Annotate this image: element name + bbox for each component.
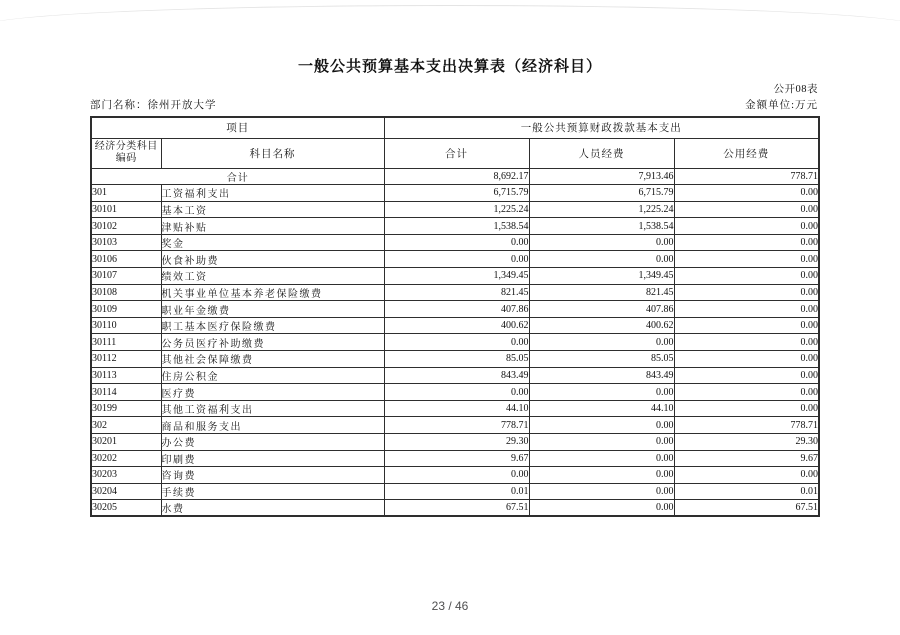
public-cell: 778.71 (674, 417, 819, 434)
header-budget-group: 一般公共预算财政拨款基本支出 (384, 117, 819, 138)
total-cell: 1,225.24 (384, 201, 529, 218)
name-cell: 绩效工资 (161, 268, 384, 285)
table-row (91, 434, 819, 451)
public-cell: 0.00 (674, 185, 819, 202)
total-cell: 67.51 (384, 500, 529, 517)
code-cell: 30113 (91, 367, 161, 384)
total-cell: 0.00 (384, 467, 529, 484)
name-cell: 其他工资福利支出 (161, 400, 384, 417)
table-row (91, 201, 819, 218)
table-row (91, 450, 819, 467)
total-cell: 0.00 (384, 234, 529, 251)
personnel-cell: 0.00 (529, 384, 674, 401)
table-row (91, 185, 819, 202)
form-code-label: 公开08表 (773, 84, 818, 95)
name-cell: 商品和服务支出 (161, 417, 384, 434)
name-cell: 咨询费 (161, 467, 384, 484)
code-cell: 30101 (91, 201, 161, 218)
personnel-cell: 0.00 (529, 434, 674, 451)
total-cell: 6,715.79 (384, 185, 529, 202)
public-cell: 0.00 (674, 234, 819, 251)
total-cell: 843.49 (384, 367, 529, 384)
public-cell: 0.00 (674, 317, 819, 334)
name-cell: 住房公积金 (161, 367, 384, 384)
total-cell: 0.00 (384, 334, 529, 351)
personnel-cell: 0.00 (529, 467, 674, 484)
table-row (91, 351, 819, 368)
total-cell: 1,349.45 (384, 268, 529, 285)
code-cell: 30205 (91, 500, 161, 517)
code-cell: 30114 (91, 384, 161, 401)
name-cell: 基本工资 (161, 201, 384, 218)
page-title: 一般公共预算基本支出决算表（经济科目） (297, 59, 602, 75)
personnel-cell: 0.00 (529, 417, 674, 434)
total-cell: 400.62 (384, 317, 529, 334)
header-code-column (91, 138, 161, 168)
code-cell: 302 (91, 417, 161, 434)
public-cell: 0.00 (674, 467, 819, 484)
code-cell: 30107 (91, 268, 161, 285)
name-cell: 奖金 (161, 234, 384, 251)
public-cell: 0.00 (674, 218, 819, 235)
public-cell: 67.51 (674, 500, 819, 517)
table-row (91, 251, 819, 268)
code-cell: 30199 (91, 400, 161, 417)
code-cell: 30203 (91, 467, 161, 484)
name-cell: 职业年金缴费 (161, 301, 384, 318)
public-cell: 0.00 (674, 367, 819, 384)
total-cell: 0.00 (384, 384, 529, 401)
total-cell: 821.45 (384, 284, 529, 301)
code-cell: 30111 (91, 334, 161, 351)
table-row (91, 284, 819, 301)
total-row (91, 168, 819, 185)
table-row (91, 301, 819, 318)
header-code-line1: 经济分类科目 (94, 141, 158, 152)
personnel-cell: 0.00 (529, 251, 674, 268)
code-cell: 30204 (91, 483, 161, 500)
public-cell: 0.00 (674, 301, 819, 318)
total-cell: 0.01 (384, 483, 529, 500)
name-cell: 伙食补助费 (161, 251, 384, 268)
personnel-cell: 843.49 (529, 367, 674, 384)
code-cell: 30106 (91, 251, 161, 268)
total-cell: 1,538.54 (384, 218, 529, 235)
name-cell: 水费 (161, 500, 384, 517)
personnel-cell: 0.00 (529, 234, 674, 251)
header-personnel-column: 人员经费 (529, 138, 674, 168)
meta-row (90, 97, 818, 112)
personnel-cell: 0.00 (529, 483, 674, 500)
name-cell: 机关事业单位基本养老保险缴费 (161, 284, 384, 301)
department-name: 部门名称：徐州开放大学 (90, 100, 217, 111)
personnel-cell: 1,225.24 (529, 201, 674, 218)
table-row (91, 384, 819, 401)
table-row (91, 334, 819, 351)
public-cell: 0.00 (674, 384, 819, 401)
table-row (91, 483, 819, 500)
name-cell: 办公费 (161, 434, 384, 451)
name-cell: 工资福利支出 (161, 185, 384, 202)
name-cell: 公务员医疗补助缴费 (161, 334, 384, 351)
personnel-cell: 0.00 (529, 450, 674, 467)
code-cell: 301 (91, 185, 161, 202)
public-cell: 0.01 (674, 483, 819, 500)
code-cell: 30110 (91, 317, 161, 334)
name-cell: 手续费 (161, 483, 384, 500)
name-cell: 医疗费 (161, 384, 384, 401)
public-cell: 0.00 (674, 268, 819, 285)
header-group-row (91, 117, 819, 138)
total-cell: 9.67 (384, 450, 529, 467)
personnel-cell: 6,715.79 (529, 185, 674, 202)
table-row (91, 417, 819, 434)
table-row (91, 234, 819, 251)
table-header (91, 117, 819, 168)
table-row (91, 218, 819, 235)
name-cell: 其他社会保障缴费 (161, 351, 384, 368)
header-total-column: 合计 (384, 138, 529, 168)
total-row-total: 8,692.17 (384, 168, 529, 185)
personnel-cell: 1,349.45 (529, 268, 674, 285)
unit-label: 金额单位:万元 (745, 100, 818, 111)
code-cell: 30103 (91, 234, 161, 251)
personnel-cell: 0.00 (529, 500, 674, 517)
total-row-public: 778.71 (674, 168, 819, 185)
total-cell: 0.00 (384, 251, 529, 268)
public-cell: 0.00 (674, 334, 819, 351)
personnel-cell: 44.10 (529, 400, 674, 417)
personnel-cell: 0.00 (529, 334, 674, 351)
total-cell: 85.05 (384, 351, 529, 368)
table-row (91, 268, 819, 285)
total-cell: 407.86 (384, 301, 529, 318)
code-cell: 30202 (91, 450, 161, 467)
budget-table (90, 116, 820, 517)
total-cell: 44.10 (384, 400, 529, 417)
public-cell: 0.00 (674, 400, 819, 417)
public-cell: 0.00 (674, 201, 819, 218)
table-row (91, 367, 819, 384)
total-cell: 29.30 (384, 434, 529, 451)
total-cell: 778.71 (384, 417, 529, 434)
code-cell: 30108 (91, 284, 161, 301)
name-cell: 印刷费 (161, 450, 384, 467)
table-row (91, 400, 819, 417)
public-cell: 0.00 (674, 284, 819, 301)
header-columns-row (91, 138, 819, 168)
public-cell: 9.67 (674, 450, 819, 467)
name-cell: 职工基本医疗保险缴费 (161, 317, 384, 334)
total-row-label: 合计 (91, 168, 384, 185)
code-cell: 30112 (91, 351, 161, 368)
total-row-personnel: 7,913.46 (529, 168, 674, 185)
personnel-cell: 400.62 (529, 317, 674, 334)
personnel-cell: 85.05 (529, 351, 674, 368)
code-cell: 30102 (91, 218, 161, 235)
header-code-line2: 编码 (115, 153, 137, 164)
name-cell: 津贴补贴 (161, 218, 384, 235)
header-public-column: 公用经费 (674, 138, 819, 168)
header-project-group: 项目 (91, 117, 384, 138)
header-name-column: 科目名称 (161, 138, 384, 168)
public-cell: 0.00 (674, 251, 819, 268)
public-cell: 29.30 (674, 434, 819, 451)
personnel-cell: 821.45 (529, 284, 674, 301)
page-indicator: 23 / 46 (431, 599, 469, 613)
table-row (91, 317, 819, 334)
page-edge-line (0, 5, 900, 35)
personnel-cell: 1,538.54 (529, 218, 674, 235)
personnel-cell: 407.86 (529, 301, 674, 318)
table-row (91, 500, 819, 517)
table-row (91, 467, 819, 484)
public-cell: 0.00 (674, 351, 819, 368)
code-cell: 30109 (91, 301, 161, 318)
code-cell: 30201 (91, 434, 161, 451)
table-body (91, 168, 819, 516)
